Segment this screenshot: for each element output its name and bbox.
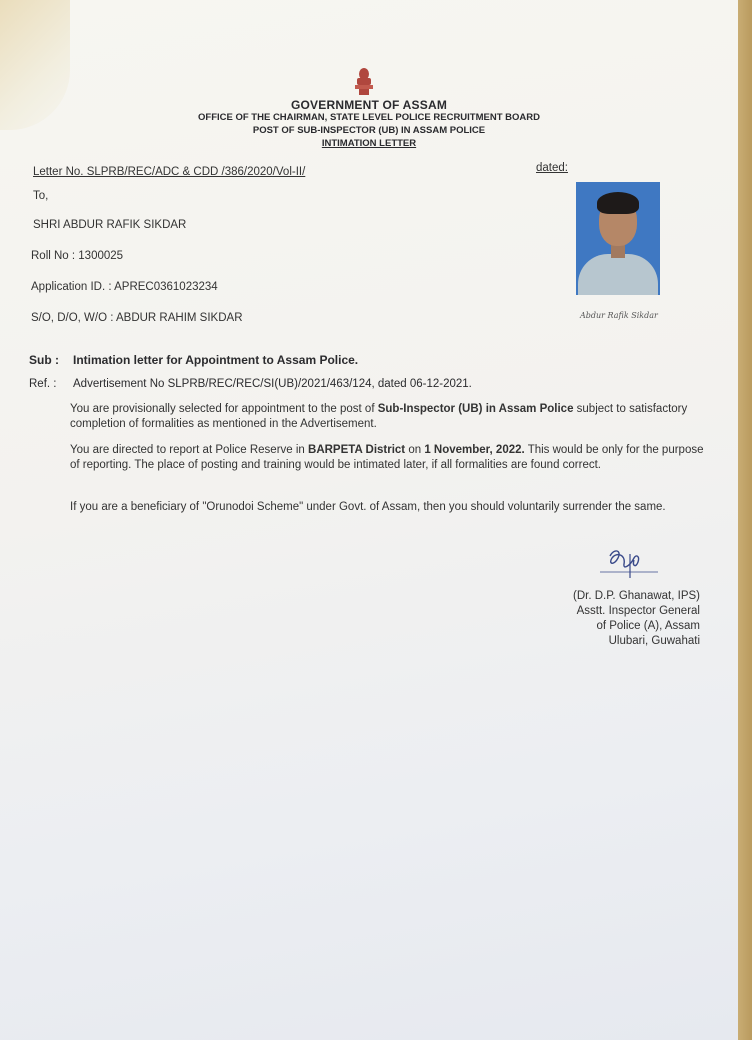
state-emblem-icon	[351, 66, 377, 96]
officer-signature-icon	[596, 544, 660, 584]
signatory-designation-2: of Police (A), Assam	[596, 620, 700, 632]
p2-text-a: You are directed to report at Police Reserve in	[70, 444, 309, 456]
p2-text-e: This would be only for the purpose of reporting. The place of posting and training would be intimated later, if all formalities are found correct.	[70, 444, 704, 471]
reference-label: Ref. :	[29, 378, 57, 390]
p1-text-c: subject to satisfactory completion of formalities as mentioned in the Advertisement.	[70, 403, 688, 430]
candidate-signature: Abdur Rafik Sikdar	[580, 311, 658, 320]
letter-number: Letter No. SLPRB/REC/ADC & CDD /386/2020/Vol-II/	[33, 166, 306, 178]
application-id: Application ID. : APREC0361023234	[31, 281, 218, 293]
paragraph-selection	[70, 402, 710, 432]
p2-text-c: on	[405, 444, 425, 456]
paragraph-reporting	[70, 443, 710, 473]
signatory-name: (Dr. D.P. Ghanawat, IPS)	[573, 590, 700, 602]
photo-hair	[597, 192, 639, 214]
candidate-photo	[576, 182, 660, 295]
header-government: GOVERNMENT OF ASSAM	[290, 98, 448, 112]
reference-text: Advertisement No SLPRB/REC/REC/SI(UB)/2021/463/124, dated 06-12-2021.	[73, 378, 472, 390]
p2-date: 1 November, 2022.	[424, 444, 525, 456]
parent-name: S/O, D/O, W/O : ABDUR RAHIM SIKDAR	[31, 312, 243, 324]
header-post: POST OF SUB-INSPECTOR (UB) IN ASSAM POLICE	[252, 125, 486, 136]
subject-label: Sub :	[29, 353, 59, 367]
signatory-designation-1: Asstt. Inspector General	[576, 605, 700, 617]
letter-date-label: dated:	[536, 162, 568, 174]
recipient-name: SHRI ABDUR RAFIK SIKDAR	[33, 219, 187, 231]
p1-post-name: Sub-Inspector (UB) in Assam Police	[377, 403, 574, 415]
subject-text: Intimation letter for Appointment to Assam Police.	[73, 353, 359, 367]
paragraph-orunodoi: If you are a beneficiary of "Orunodoi Scheme" under Govt. of Assam, then you should voluntarily surrender the same.	[70, 501, 666, 513]
signatory-address: Ulubari, Guwahati	[608, 635, 700, 647]
recipient-to: To,	[33, 190, 49, 202]
roll-number: Roll No : 1300025	[31, 250, 124, 262]
header-office: OFFICE OF THE CHAIRMAN, STATE LEVEL POLICE RECRUITMENT BOARD	[198, 112, 540, 123]
header-letter-type: INTIMATION LETTER	[321, 138, 417, 149]
p2-district: BARPETA District	[308, 444, 406, 456]
signatory-block	[540, 589, 700, 649]
p1-text-a: You are provisionally selected for appointment to the post of	[70, 403, 378, 415]
photo-shirt	[578, 254, 658, 295]
